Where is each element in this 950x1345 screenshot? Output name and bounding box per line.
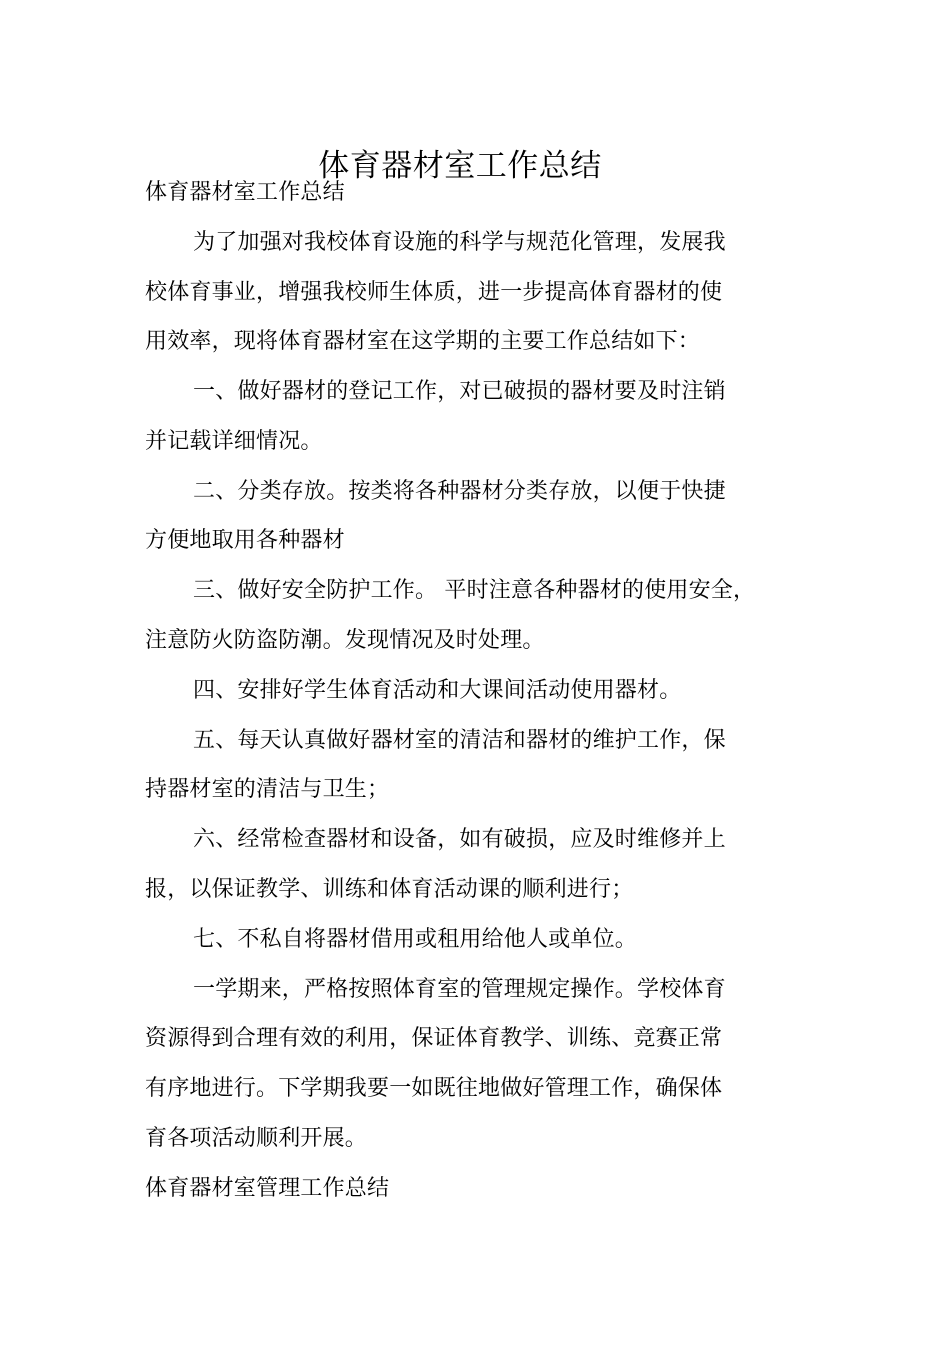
paragraph-line: 持器材室的清洁与卫生； <box>145 777 390 802</box>
paragraph-line: 方便地取用各种器材 <box>145 528 345 553</box>
paragraph-line: 育各项活动顺利开展。 <box>145 1126 368 1151</box>
section-heading: 体育器材室管理工作总结 <box>145 1176 390 1201</box>
paragraph-line: 一、做好器材的登记工作，对已破损的器材要及时注销 <box>193 379 726 404</box>
paragraph-line: 三、做好安全防护工作。 平时注意各种器材的使用安全， <box>193 578 756 603</box>
paragraph-line: 用效率，现将体育器材室在这学期的主要工作总结如下： <box>145 329 701 354</box>
paragraph-line: 有序地进行。下学期我要一如既往地做好管理工作，确保体 <box>145 1076 723 1101</box>
paragraph-line: 七、不私自将器材借用或租用给他人或单位。 <box>193 927 638 952</box>
paragraph-line: 六、经常检查器材和设备，如有破损，应及时维修并上 <box>193 827 726 852</box>
paragraph-line: 一学期来，严格按照体育室的管理规定操作。学校体育 <box>193 977 726 1002</box>
paragraph-line: 二、分类存放。按类将各种器材分类存放，以便于快捷 <box>193 479 726 504</box>
paragraph-line: 报，以保证教学、训练和体育活动课的顺利进行； <box>145 877 634 902</box>
document-title: 体育器材室工作总结 <box>318 147 602 184</box>
paragraph-line: 资源得到合理有效的利用，保证体育教学、训练、竞赛正常 <box>145 1026 723 1051</box>
paragraph-line: 为了加强对我校体育设施的科学与规范化管理，发展我 <box>193 230 726 255</box>
paragraph-line: 校体育事业，增强我校师生体质，进一步提高体育器材的使 <box>145 280 723 305</box>
subtitle-line: 体育器材室工作总结 <box>145 180 345 205</box>
paragraph-line: 并记载详细情况。 <box>145 429 323 454</box>
paragraph-line: 注意防火防盗防潮。发现情况及时处理。 <box>145 628 545 653</box>
paragraph-line: 四、安排好学生体育活动和大课间活动使用器材。 <box>193 678 682 703</box>
paragraph-line: 五、每天认真做好器材室的清洁和器材的维护工作，保 <box>193 728 726 753</box>
